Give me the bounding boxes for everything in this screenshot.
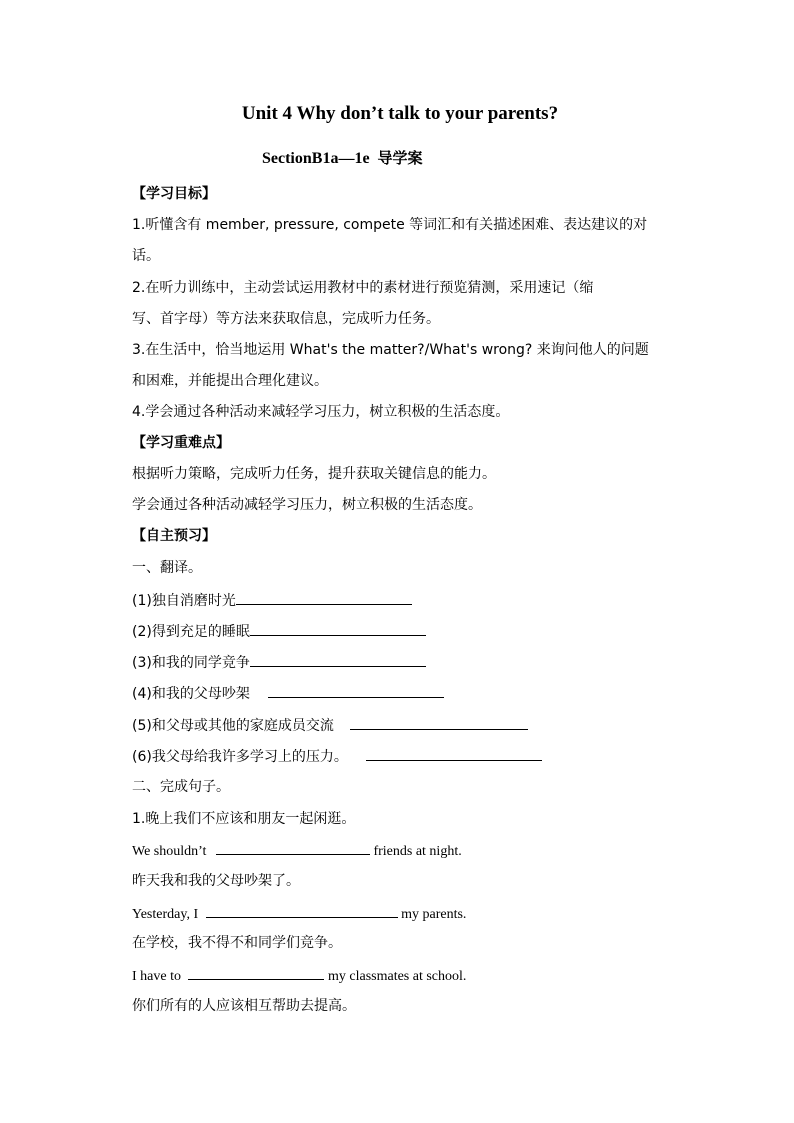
answer-blank[interactable]: [350, 715, 528, 730]
translation-item: [132, 715, 528, 736]
sentence-text: my parents.: [397, 907, 467, 922]
objective-1-line-2: 话。: [132, 248, 160, 264]
key-points-heading: 【学习重难点】: [132, 435, 230, 451]
objective-2-line-1: 2.在听力训练中，主动尝试运用教材中的素材进行预览猜测，采用速记（缩: [132, 280, 594, 296]
translation-prompt: (2)得到充足的睡眠: [132, 624, 250, 640]
objective-3-line-1: 3.在生活中，恰当地运用 What's the matter?/What's wrong? 来询问他人的问题: [132, 342, 649, 358]
sentence-text: my classmates at school.: [324, 969, 467, 984]
answer-blank[interactable]: [250, 621, 426, 636]
translation-prompt: (5)和父母或其他的家庭成员交流: [132, 718, 334, 734]
answer-blank[interactable]: [206, 903, 398, 918]
translation-item: [132, 621, 426, 642]
page-title: Unit 4 Why don’t talk to your parents?: [241, 103, 559, 124]
translation-prompt: (1)独自消磨时光: [132, 593, 236, 609]
answer-blank[interactable]: [366, 746, 542, 761]
sentence-text: friends at night.: [369, 844, 462, 859]
sentence-2-english: [132, 903, 466, 925]
page-subtitle: [262, 147, 423, 168]
sentence-3-english: [132, 965, 466, 987]
sentence-4-chinese: 你们所有的人应该相互帮助去提高。: [132, 998, 356, 1014]
sentence-1-chinese: 1.晚上我们不应该和朋友一起闲逛。: [132, 811, 356, 827]
sentence-text: We shouldn’t: [132, 844, 210, 859]
preview-heading: 【自主预习】: [132, 528, 216, 544]
translation-prompt: (6)我父母给我许多学习上的压力。: [132, 749, 348, 765]
answer-blank[interactable]: [250, 652, 426, 667]
sentence-1-english: [132, 840, 462, 862]
translation-item: [132, 590, 412, 611]
objectives-heading: 【学习目标】: [132, 186, 216, 202]
translation-item: [132, 746, 542, 767]
sentence-2-chinese: 昨天我和我的父母吵架了。: [132, 873, 300, 889]
subtitle-section: SectionB1a—1e: [262, 150, 370, 167]
sentence-text: Yesterday, I: [132, 907, 202, 922]
subtitle-cn: 导学案: [377, 149, 423, 167]
key-point-2: 学会通过各种活动减轻学习压力，树立积极的生活态度。: [132, 497, 482, 513]
answer-blank[interactable]: [188, 965, 324, 980]
translation-item: [132, 683, 444, 704]
objective-1-line-1: 1.听懂含有 member, pressure, compete 等词汇和有关描述困难、表达建议的对: [132, 217, 648, 233]
objective-4: 4.学会通过各种活动来减轻学习压力，树立积极的生活态度。: [132, 404, 510, 420]
translation-item: [132, 652, 426, 673]
sentence-3-chinese: 在学校，我不得不和同学们竞争。: [132, 935, 342, 951]
answer-blank[interactable]: [236, 590, 412, 605]
sentence-text: I have to: [132, 969, 185, 984]
key-point-1: 根据听力策略，完成听力任务，提升获取关键信息的能力。: [132, 466, 496, 482]
part-1-heading: 一、翻译。: [132, 560, 202, 576]
answer-blank[interactable]: [268, 683, 444, 698]
objective-3-line-2: 和困难，并能提出合理化建议。: [132, 373, 328, 389]
objective-2-line-2: 写、首字母）等方法来获取信息，完成听力任务。: [132, 311, 440, 327]
translation-prompt: (4)和我的父母吵架: [132, 686, 250, 702]
translation-prompt: (3)和我的同学竞争: [132, 655, 250, 671]
part-2-heading: 二、完成句子。: [132, 779, 230, 795]
answer-blank[interactable]: [216, 840, 370, 855]
